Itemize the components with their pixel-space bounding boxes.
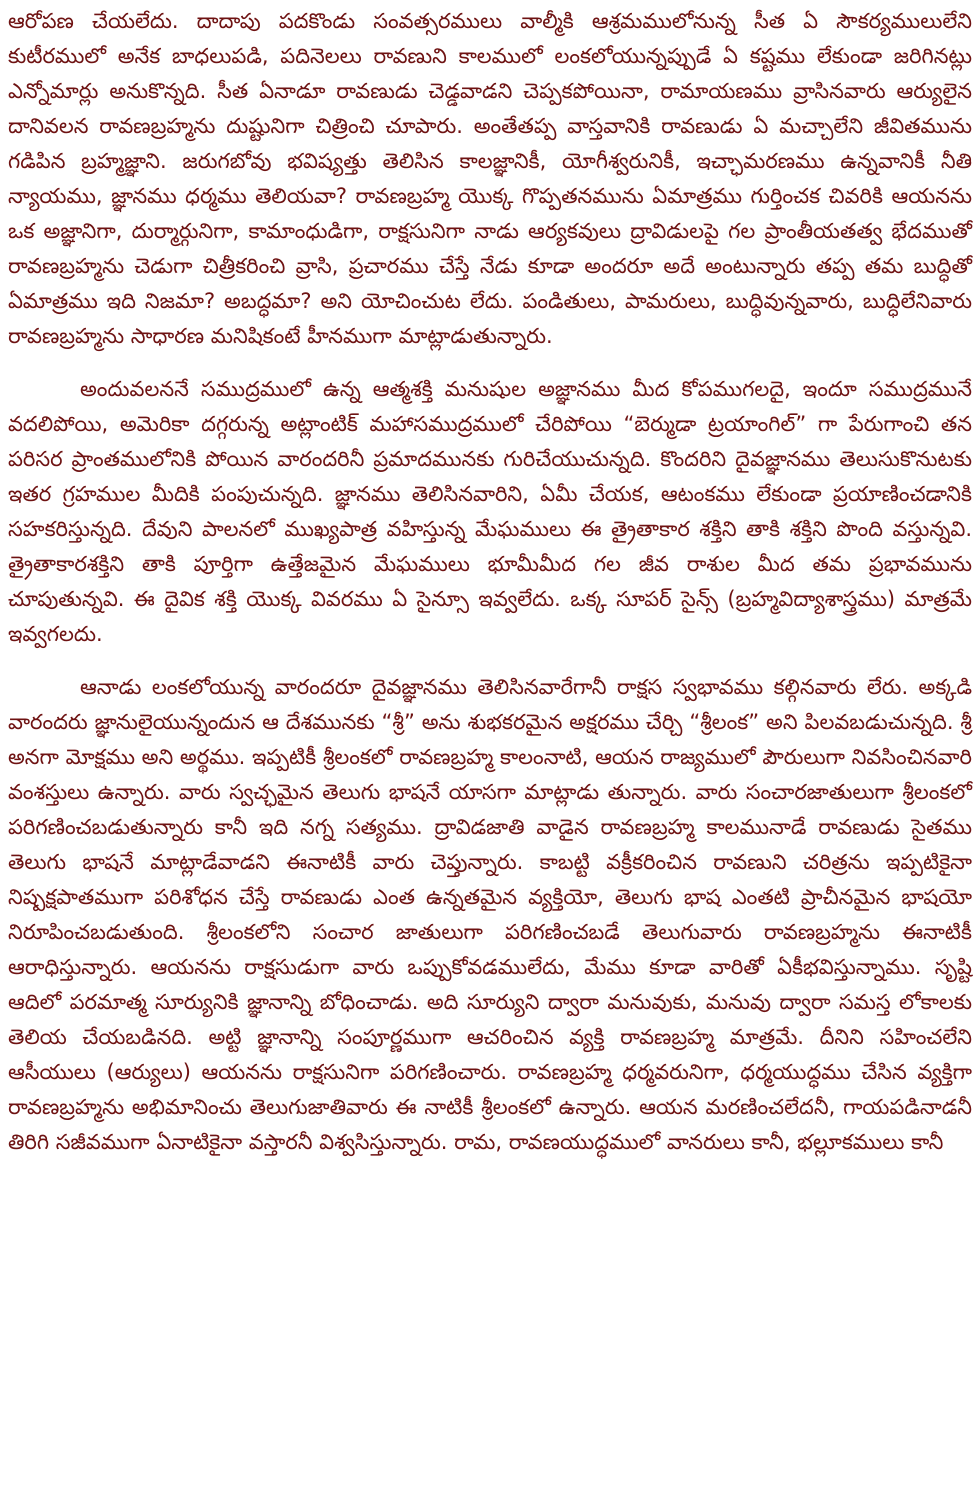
paragraph-2: అందువలననే సముద్రములో ఉన్న ఆత్మశక్తి మనుషుల అజ్ఞానము మీద కోపముగలదై, ఇందూ సముద్రమునే వదలిపోయి, అమెరికా దగ్గరున్న అట్లాంటిక్ మహాసముద్రములో చేరిపోయి “బెర్ముడా ట్రయాంగిల్” గా పేరుగాంచి తన పరిసర ప్రాంతములోనికి పోయిన వారందరినీ ప్రమాదమునకు గురిచేయుచున్నది. కొందరిని దైవజ్ఞానము తెలుసుకొనుటకు ఇతర గ్రహముల మీదికి పంపుచున్నది. జ్ఞానము తెలిసినవారిని, ఏమీ చేయక, ఆటంకము లేకుండా ప్రయాణించడానికి సహకరిస్తున్నది. దేవుని పాలనలో ముఖ్యపాత్ర వహిస్తున్న మేఘములు ఈ త్రైతాకార శక్తిని తాకి శక్తిని పొంది వస్తున్నవి. త్రైతాకారశక్తిని తాకి పూర్తిగా ఉత్తేజమైన మేఘములు భూమీమీద గల జీవ రాశుల మీద తమ ప్రభావమును చూపుతున్నవి. ఈ దైవిక శక్తి యొక్క వివరము ఏ సైన్సూ ఇవ్వలేదు. ఒక్క సూపర్ సైన్స్ (బ్రహ్మవిద్యాశాస్త్రము) మాత్రమే ఇవ్వగలదు. — [8, 377, 972, 646]
paragraph-1: ఆరోపణ చేయలేదు. దాదాపు పదకొండు సంవత్సరములు వాల్మీకి ఆశ్రమములోనున్న సీత ఏ సౌకర్యములులేని కుటీరములో అనేక బాధలుపడి, పదినెలలు రావణుని కాలములో లంకలోయున్నప్పుడే ఏ కష్టము లేకుండా జరిగినట్లు ఎన్నోమార్లు అనుకొన్నది. సీత ఏనాడూ రావణుడు చెడ్డవాడని చెప్పకపోయినా, రామాయణము వ్రాసినవారు ఆర్యులైన దానివలన రావణబ్రహ్మను దుష్టునిగా చిత్రించి చూపారు. అంతేతప్ప వాస్తవానికి రావణుడు ఏ మచ్చాలేని జీవితమును గడిపిన బ్రహ్మజ్ఞాని. జరుగబోవు భవిష్యత్తు తెలిసిన కాలజ్ఞానికీ, యోగీశ్వరునికీ, ఇచ్ఛామరణము ఉన్నవానికీ నీతి న్యాయము, జ్ఞానము ధర్మము తెలియవా? రావణబ్రహ్మ యొక్క గొప్పతనమును ఏమాత్రము గుర్తించక చివరికి ఆయనను ఒక అజ్ఞానిగా, దుర్మార్గునిగా, కామాంధుడిగా, రాక్షసునిగా నాడు ఆర్యకవులు ద్రావిడులపై గల ప్రాంతీయతత్వ భేదముతో రావణబ్రహ్మను చెడుగా చిత్రీకరించి వ్రాసి, ప్రచారము చేస్తే నేడు కూడా అందరూ అదే అంటున్నారు తప్ప తమ బుద్ధితో ఏమాత్రము ఇది నిజమా? అబద్ధమా? అని యోచించుట లేదు. పండితులు, పామరులు, బుద్ధివున్నవారు, బుద్ధిలేనివారు రావణబ్రహ్మను సాధారణ మనిషికంటే హీనముగా మాట్లాడుతున్నారు. — [8, 9, 972, 348]
paragraph-3: ఆనాడు లంకలోయున్న వారందరూ దైవజ్ఞానము తెలిసినవారేగానీ రాక్షస స్వభావము కల్గినవారు లేరు. అక్కడి వారందరు జ్ఞానులైయున్నందున ఆ దేశమునకు “శ్రీ” అను శుభకరమైన అక్షరము చేర్చి “శ్రీలంక” అని పిలవబడుచున్నది. శ్రీ అనగా మోక్షము అని అర్థము. ఇప్పటికీ శ్రీలంకలో రావణబ్రహ్మ కాలంనాటి, ఆయన రాజ్యములో పౌరులుగా నివసించినవారి వంశస్తులు ఉన్నారు. వారు స్వచ్ఛమైన తెలుగు భాషనే యాసగా మాట్లాడు తున్నారు. వారు సంచారజాతులుగా శ్రీలంకలో పరిగణించబడుతున్నారు కానీ ఇది నగ్న సత్యము. ద్రావిడజాతి వాడైన రావణబ్రహ్మ కాలమునాడే రావణుడు సైతము తెలుగు భాషనే మాట్లాడేవాడని ఈనాటికీ వారు చెప్తున్నారు. కాబట్టి వక్రీకరించిన రావణుని చరిత్రను ఇప్పటికైనా నిష్పక్షపాతముగా పరిశోధన చేస్తే రావణుడు ఎంత ఉన్నతమైన వ్యక్తియో, తెలుగు భాష ఎంతటి ప్రాచీనమైన భాషయో నిరూపించబడుతుంది. శ్రీలంకలోని సంచార జాతులుగా పరిగణించబడే తెలుగువారు రావణబ్రహ్మను ఈనాటికీ ఆరాధిస్తున్నారు. ఆయనను రాక్షసుడుగా వారు ఒప్పుకోవడములేదు, మేము కూడా వారితో ఏకీభవిస్తున్నాము. సృష్టి ఆదిలో పరమాత్మ సూర్యునికి జ్ఞానాన్ని బోధించాడు. అది సూర్యుని ద్వారా మనువుకు, మనువు ద్వారా సమస్త లోకాలకు తెలియ చేయబడినది. అట్టి జ్ఞానాన్ని సంపూర్ణముగా ఆచరించిన వ్యక్తి రావణబ్రహ్మ మాత్రమే. దీనిని సహించలేని ఆసీయులు (ఆర్యులు) ఆయనను రాక్షసునిగా పరిగణించారు. రావణబ్రహ్మ ధర్మవరునిగా, ధర్మయుద్ధము చేసిన వ్యక్తిగా రావణబ్రహ్మను అభిమానించు తెలుగుజాతివారు ఈ నాటికీ శ్రీలంకలో ఉన్నారు. ఆయన మరణించలేదనీ, గాయపడినాడనీ తిరిగి సజీవముగా ఏనాటికైనా వస్తారనీ విశ్వసిస్తున్నారు. రామ, రావణయుద్ధములో వానరులు కానీ, భల్లూకములు కానీ — [8, 675, 972, 1154]
